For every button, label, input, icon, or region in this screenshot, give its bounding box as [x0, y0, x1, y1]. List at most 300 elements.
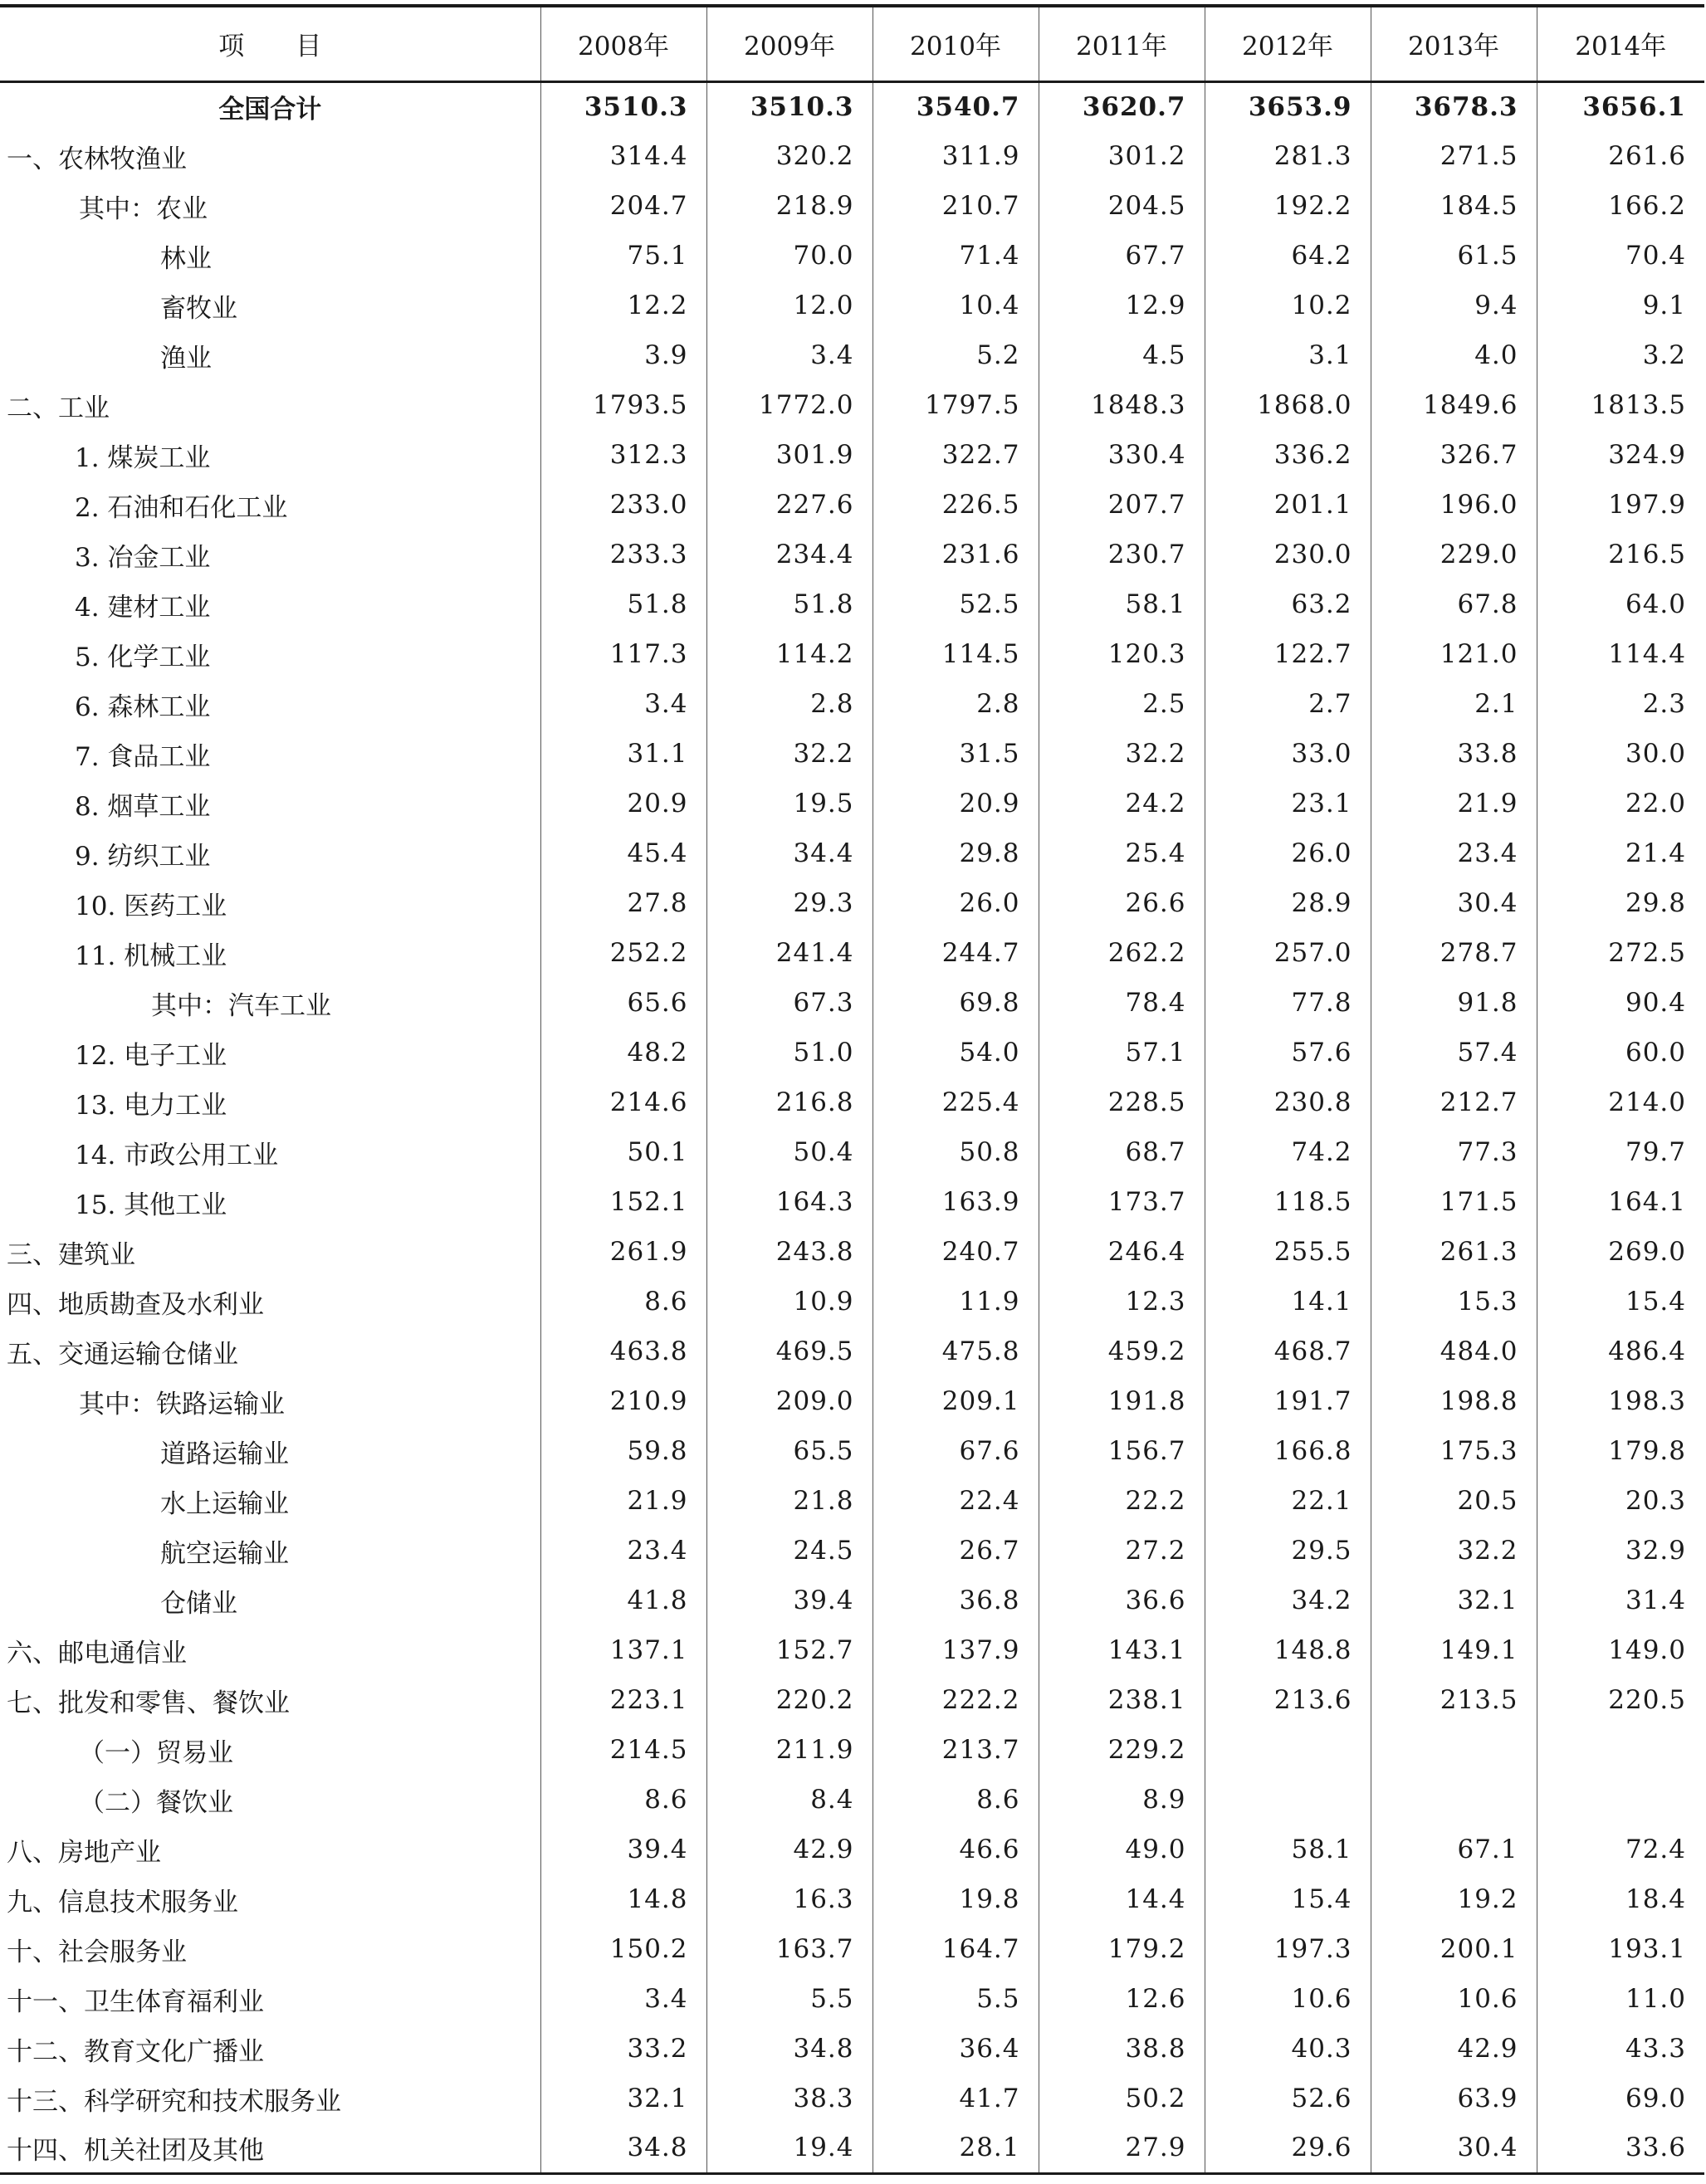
table-row [0, 181, 1704, 231]
value-cell: 32.1 [540, 2074, 706, 2123]
value-cell: 65.5 [706, 1426, 873, 1476]
value-cell: 198.3 [1537, 1376, 1704, 1426]
value-cell: 198.8 [1371, 1376, 1537, 1426]
table-row [0, 1028, 1704, 1077]
row-label: 水上运输业 [160, 1488, 289, 1519]
value-cell: 192.2 [1205, 181, 1371, 231]
value-cell [1371, 1775, 1537, 1825]
value-cell: 9.4 [1371, 281, 1537, 330]
value-cell: 21.4 [1537, 828, 1704, 878]
value-cell: 196.0 [1371, 480, 1537, 530]
value-cell: 15.3 [1371, 1277, 1537, 1327]
row-label: 9. 纺织工业 [75, 841, 211, 872]
value-cell: 3678.3 [1371, 81, 1537, 131]
value-cell: 29.8 [873, 828, 1039, 878]
value-cell: 15.4 [1205, 1874, 1371, 1924]
value-cell: 137.9 [873, 1625, 1039, 1675]
statistics-table [0, 4, 1704, 2175]
value-cell: 38.3 [706, 2074, 873, 2123]
value-cell: 8.6 [540, 1277, 706, 1327]
value-cell [1371, 1725, 1537, 1775]
value-cell: 3.4 [540, 1974, 706, 2024]
value-cell: 23.4 [1371, 828, 1537, 878]
value-cell: 197.9 [1537, 480, 1704, 530]
value-cell: 39.4 [706, 1576, 873, 1625]
value-cell: 68.7 [1039, 1127, 1205, 1177]
value-cell: 50.8 [873, 1127, 1039, 1177]
row-label: 11. 机械工业 [75, 941, 227, 971]
value-cell: 69.0 [1537, 2074, 1704, 2123]
value-cell: 150.2 [540, 1924, 706, 1974]
value-cell: 156.7 [1039, 1426, 1205, 1476]
value-cell: 51.8 [540, 579, 706, 629]
value-cell: 10.4 [873, 281, 1039, 330]
value-cell: 3653.9 [1205, 81, 1371, 131]
value-cell: 246.4 [1039, 1227, 1205, 1277]
value-cell: 24.5 [706, 1526, 873, 1576]
value-cell: 164.7 [873, 1924, 1039, 1974]
value-cell: 20.9 [873, 779, 1039, 828]
value-cell: 70.4 [1537, 231, 1704, 281]
value-cell: 463.8 [540, 1327, 706, 1376]
value-cell: 12.3 [1039, 1277, 1205, 1327]
row-label: 4. 建材工业 [75, 592, 211, 623]
value-cell: 59.8 [540, 1426, 706, 1476]
value-cell: 336.2 [1205, 430, 1371, 480]
value-cell: 3510.3 [706, 81, 873, 131]
value-cell: 3.9 [540, 330, 706, 380]
table-row [0, 1924, 1704, 1974]
value-cell: 229.2 [1039, 1725, 1205, 1775]
value-cell: 197.3 [1205, 1924, 1371, 1974]
value-cell: 90.4 [1537, 978, 1704, 1028]
value-cell: 22.0 [1537, 779, 1704, 828]
value-cell: 26.6 [1039, 878, 1205, 928]
value-cell: 322.7 [873, 430, 1039, 480]
table-row [0, 1227, 1704, 1277]
value-cell: 24.2 [1039, 779, 1205, 828]
value-cell: 29.8 [1537, 878, 1704, 928]
value-cell: 30.0 [1537, 729, 1704, 779]
table-row [0, 1127, 1704, 1177]
row-label: 六、邮电通信业 [7, 1638, 187, 1669]
value-cell: 67.1 [1371, 1825, 1537, 1874]
value-cell: 40.3 [1205, 2024, 1371, 2074]
value-cell: 226.5 [873, 480, 1039, 530]
row-label: 十三、科学研究和技术服务业 [7, 2086, 341, 2117]
value-cell: 2.8 [706, 679, 873, 729]
value-cell: 67.7 [1039, 231, 1205, 281]
value-cell: 213.7 [873, 1725, 1039, 1775]
value-cell: 230.0 [1205, 530, 1371, 579]
header-year-2013: 2013年 [1371, 6, 1537, 81]
value-cell: 233.0 [540, 480, 706, 530]
value-cell: 166.2 [1537, 181, 1704, 231]
value-cell: 241.4 [706, 928, 873, 978]
value-cell: 222.2 [873, 1675, 1039, 1725]
table-row [0, 330, 1704, 380]
row-label: （二）餐饮业 [79, 1787, 233, 1818]
value-cell: 65.6 [540, 978, 706, 1028]
value-cell: 118.5 [1205, 1177, 1371, 1227]
table-row [0, 1725, 1704, 1775]
value-cell: 164.3 [706, 1177, 873, 1227]
row-label: 1. 煤炭工业 [75, 442, 211, 473]
value-cell: 78.4 [1039, 978, 1205, 1028]
value-cell: 64.2 [1205, 231, 1371, 281]
row-label: 3. 冶金工业 [75, 542, 211, 573]
table-row [0, 978, 1704, 1028]
value-cell: 10.9 [706, 1277, 873, 1327]
value-cell: 149.1 [1371, 1625, 1537, 1675]
header-year-2009: 2009年 [706, 6, 873, 81]
row-label: 其中：铁路运输业 [79, 1389, 285, 1419]
value-cell: 14.8 [540, 1874, 706, 1924]
value-cell: 38.8 [1039, 2024, 1205, 2074]
header-row [0, 6, 1704, 81]
value-cell: 114.2 [706, 629, 873, 679]
row-label: 一、农林牧渔业 [7, 144, 187, 174]
value-cell: 171.5 [1371, 1177, 1537, 1227]
value-cell: 213.6 [1205, 1675, 1371, 1725]
value-cell: 8.6 [540, 1775, 706, 1825]
value-cell: 234.4 [706, 530, 873, 579]
value-cell: 11.0 [1537, 1974, 1704, 2024]
value-cell: 72.4 [1537, 1825, 1704, 1874]
value-cell: 179.2 [1039, 1924, 1205, 1974]
value-cell: 468.7 [1205, 1327, 1371, 1376]
value-cell: 34.4 [706, 828, 873, 878]
value-cell: 32.2 [1039, 729, 1205, 779]
value-cell: 175.3 [1371, 1426, 1537, 1476]
value-cell: 69.8 [873, 978, 1039, 1028]
value-cell: 301.9 [706, 430, 873, 480]
value-cell: 21.9 [1371, 779, 1537, 828]
value-cell: 204.7 [540, 181, 706, 231]
row-label: 15. 其他工业 [75, 1190, 227, 1220]
value-cell: 51.8 [706, 579, 873, 629]
value-cell: 10.6 [1371, 1974, 1537, 2024]
value-cell: 214.6 [540, 1077, 706, 1127]
table-row [0, 679, 1704, 729]
value-cell: 149.0 [1537, 1625, 1704, 1675]
value-cell: 77.8 [1205, 978, 1371, 1028]
value-cell [1205, 1775, 1371, 1825]
value-cell: 3.2 [1537, 330, 1704, 380]
value-cell: 121.0 [1371, 629, 1537, 679]
value-cell: 31.4 [1537, 1576, 1704, 1625]
row-label: 仓储业 [160, 1588, 237, 1619]
value-cell: 33.6 [1537, 2123, 1704, 2173]
value-cell: 58.1 [1205, 1825, 1371, 1874]
value-cell: 5.2 [873, 330, 1039, 380]
table-row [0, 1675, 1704, 1725]
value-cell: 200.1 [1371, 1924, 1537, 1974]
value-cell: 54.0 [873, 1028, 1039, 1077]
value-cell: 5.5 [873, 1974, 1039, 2024]
value-cell: 2.1 [1371, 679, 1537, 729]
value-cell: 28.1 [873, 2123, 1039, 2173]
value-cell: 301.2 [1039, 131, 1205, 181]
value-cell: 9.1 [1537, 281, 1704, 330]
value-cell: 311.9 [873, 131, 1039, 181]
value-cell: 261.9 [540, 1227, 706, 1277]
row-label: 九、信息技术服务业 [7, 1887, 238, 1918]
value-cell: 229.0 [1371, 530, 1537, 579]
value-cell: 211.9 [706, 1725, 873, 1775]
value-cell: 77.3 [1371, 1127, 1537, 1177]
value-cell: 137.1 [540, 1625, 706, 1675]
value-cell: 269.0 [1537, 1227, 1704, 1277]
row-label: 渔业 [160, 343, 212, 374]
value-cell: 43.3 [1537, 2024, 1704, 2074]
header-year-2011: 2011年 [1039, 6, 1205, 81]
value-cell: 320.2 [706, 131, 873, 181]
table-row [0, 629, 1704, 679]
value-cell: 212.7 [1371, 1077, 1537, 1127]
table-row [0, 1974, 1704, 2024]
value-cell: 20.9 [540, 779, 706, 828]
value-cell: 27.8 [540, 878, 706, 928]
value-cell: 1772.0 [706, 380, 873, 430]
value-cell: 64.0 [1537, 579, 1704, 629]
value-cell: 75.1 [540, 231, 706, 281]
value-cell: 261.6 [1537, 131, 1704, 181]
table-row [0, 729, 1704, 779]
value-cell: 14.4 [1039, 1874, 1205, 1924]
row-label: 林业 [160, 243, 212, 274]
value-cell: 238.1 [1039, 1675, 1205, 1725]
value-cell: 225.4 [873, 1077, 1039, 1127]
table-row [0, 1825, 1704, 1874]
value-cell: 42.9 [1371, 2024, 1537, 2074]
row-label: 13. 电力工业 [75, 1090, 227, 1121]
value-cell: 486.4 [1537, 1327, 1704, 1376]
value-cell: 244.7 [873, 928, 1039, 978]
value-cell: 48.2 [540, 1028, 706, 1077]
value-cell: 163.9 [873, 1177, 1039, 1227]
value-cell: 15.4 [1537, 1277, 1704, 1327]
table-row [0, 480, 1704, 530]
value-cell: 216.5 [1537, 530, 1704, 579]
value-cell: 57.1 [1039, 1028, 1205, 1077]
value-cell: 45.4 [540, 828, 706, 878]
table-row [0, 1625, 1704, 1675]
value-cell: 4.5 [1039, 330, 1205, 380]
value-cell: 22.4 [873, 1476, 1039, 1526]
table-row [0, 380, 1704, 430]
value-cell: 12.2 [540, 281, 706, 330]
value-cell: 41.7 [873, 2074, 1039, 2123]
value-cell: 272.5 [1537, 928, 1704, 978]
value-cell: 193.1 [1537, 1924, 1704, 1974]
header-year-2012: 2012年 [1205, 6, 1371, 81]
value-cell: 22.2 [1039, 1476, 1205, 1526]
row-label: 14. 市政公用工业 [75, 1140, 279, 1170]
value-cell: 210.9 [540, 1376, 706, 1426]
value-cell: 214.0 [1537, 1077, 1704, 1127]
value-cell: 91.8 [1371, 978, 1537, 1028]
value-cell: 484.0 [1371, 1327, 1537, 1376]
value-cell: 204.5 [1039, 181, 1205, 231]
value-cell: 12.0 [706, 281, 873, 330]
value-cell: 79.7 [1537, 1127, 1704, 1177]
table-row [0, 231, 1704, 281]
table-row [0, 1077, 1704, 1127]
row-label: 8. 烟草工业 [75, 791, 211, 822]
value-cell: 152.1 [540, 1177, 706, 1227]
value-cell: 36.8 [873, 1576, 1039, 1625]
header-year-2014: 2014年 [1537, 6, 1704, 81]
value-cell: 459.2 [1039, 1327, 1205, 1376]
value-cell: 57.4 [1371, 1028, 1537, 1077]
value-cell: 252.2 [540, 928, 706, 978]
value-cell: 184.5 [1371, 181, 1537, 231]
value-cell: 469.5 [706, 1327, 873, 1376]
value-cell: 27.9 [1039, 2123, 1205, 2173]
value-cell: 21.8 [706, 1476, 873, 1526]
value-cell: 3510.3 [540, 81, 706, 131]
value-cell: 223.1 [540, 1675, 706, 1725]
value-cell: 31.1 [540, 729, 706, 779]
row-label: 四、地质勘查及水利业 [7, 1289, 264, 1320]
value-cell: 120.3 [1039, 629, 1205, 679]
value-cell: 74.2 [1205, 1127, 1371, 1177]
value-cell: 230.7 [1039, 530, 1205, 579]
value-cell: 210.7 [873, 181, 1039, 231]
table-row [0, 281, 1704, 330]
value-cell: 50.1 [540, 1127, 706, 1177]
value-cell: 20.3 [1537, 1476, 1704, 1526]
table-row [0, 430, 1704, 480]
value-cell: 33.0 [1205, 729, 1371, 779]
table-row [0, 2074, 1704, 2123]
value-cell: 312.3 [540, 430, 706, 480]
table-row [0, 928, 1704, 978]
value-cell: 67.8 [1371, 579, 1537, 629]
value-cell: 233.3 [540, 530, 706, 579]
value-cell: 1849.6 [1371, 380, 1537, 430]
value-cell: 49.0 [1039, 1825, 1205, 1874]
value-cell: 60.0 [1537, 1028, 1704, 1077]
value-cell: 230.8 [1205, 1077, 1371, 1127]
value-cell: 10.6 [1205, 1974, 1371, 2024]
value-cell: 39.4 [540, 1825, 706, 1874]
value-cell: 18.4 [1537, 1874, 1704, 1924]
row-label: 十一、卫生体育福利业 [7, 1986, 264, 2017]
value-cell: 179.8 [1537, 1426, 1704, 1476]
value-cell: 63.9 [1371, 2074, 1537, 2123]
row-label: 航空运输业 [160, 1538, 289, 1569]
row-label: 其中：农业 [79, 193, 208, 224]
value-cell: 34.8 [706, 2024, 873, 2074]
table-row [0, 1775, 1704, 1825]
value-cell: 19.2 [1371, 1874, 1537, 1924]
value-cell: 114.5 [873, 629, 1039, 679]
value-cell: 3620.7 [1039, 81, 1205, 131]
table-row [0, 1327, 1704, 1376]
value-cell: 41.8 [540, 1576, 706, 1625]
value-cell: 1797.5 [873, 380, 1039, 430]
value-cell: 8.9 [1039, 1775, 1205, 1825]
value-cell: 216.8 [706, 1077, 873, 1127]
value-cell: 42.9 [706, 1825, 873, 1874]
value-cell: 12.6 [1039, 1974, 1205, 2024]
value-cell: 262.2 [1039, 928, 1205, 978]
table-row [0, 579, 1704, 629]
value-cell: 58.1 [1039, 579, 1205, 629]
value-cell: 26.0 [873, 878, 1039, 928]
value-cell: 23.4 [540, 1526, 706, 1576]
row-label: 道路运输业 [160, 1439, 289, 1469]
value-cell: 214.5 [540, 1725, 706, 1775]
value-cell: 16.3 [706, 1874, 873, 1924]
value-cell: 2.3 [1537, 679, 1704, 729]
value-cell: 32.9 [1537, 1526, 1704, 1576]
value-cell: 114.4 [1537, 629, 1704, 679]
value-cell: 330.4 [1039, 430, 1205, 480]
value-cell: 36.4 [873, 2024, 1039, 2074]
value-cell: 173.7 [1039, 1177, 1205, 1227]
value-cell: 19.5 [706, 779, 873, 828]
value-cell: 11.9 [873, 1277, 1039, 1327]
row-label: 三、建筑业 [7, 1239, 135, 1270]
value-cell: 201.1 [1205, 480, 1371, 530]
value-cell: 1868.0 [1205, 380, 1371, 430]
value-cell: 22.1 [1205, 1476, 1371, 1526]
value-cell: 278.7 [1371, 928, 1537, 978]
row-label: （一）贸易业 [79, 1737, 233, 1768]
table-row [0, 1874, 1704, 1924]
value-cell: 25.4 [1039, 828, 1205, 878]
table-row [0, 1476, 1704, 1526]
value-cell: 34.2 [1205, 1576, 1371, 1625]
table-row [0, 1426, 1704, 1476]
value-cell: 1793.5 [540, 380, 706, 430]
row-label: 5. 化学工业 [75, 642, 211, 672]
value-cell: 57.6 [1205, 1028, 1371, 1077]
table-row [0, 1526, 1704, 1576]
row-label: 七、批发和零售、餐饮业 [7, 1688, 290, 1718]
value-cell [1537, 1775, 1704, 1825]
value-cell: 67.3 [706, 978, 873, 1028]
value-cell: 26.7 [873, 1526, 1039, 1576]
table-row [0, 131, 1704, 181]
value-cell: 3.4 [540, 679, 706, 729]
value-cell: 209.1 [873, 1376, 1039, 1426]
value-cell: 10.2 [1205, 281, 1371, 330]
table-row [0, 1376, 1704, 1426]
value-cell: 3.4 [706, 330, 873, 380]
value-cell: 213.5 [1371, 1675, 1537, 1725]
row-label: 十四、机关社团及其他 [0, 2123, 540, 2173]
value-cell: 255.5 [1205, 1227, 1371, 1277]
table-row [0, 779, 1704, 828]
value-cell: 70.0 [706, 231, 873, 281]
value-cell: 19.8 [873, 1874, 1039, 1924]
value-cell: 21.9 [540, 1476, 706, 1526]
value-cell: 143.1 [1039, 1625, 1205, 1675]
value-cell: 218.9 [706, 181, 873, 231]
row-label: 10. 医药工业 [75, 891, 227, 921]
value-cell: 27.2 [1039, 1526, 1205, 1576]
value-cell: 240.7 [873, 1227, 1039, 1277]
value-cell: 30.4 [1371, 878, 1537, 928]
value-cell: 324.9 [1537, 430, 1704, 480]
value-cell: 23.1 [1205, 779, 1371, 828]
value-cell: 228.5 [1039, 1077, 1205, 1127]
value-cell: 243.8 [706, 1227, 873, 1277]
